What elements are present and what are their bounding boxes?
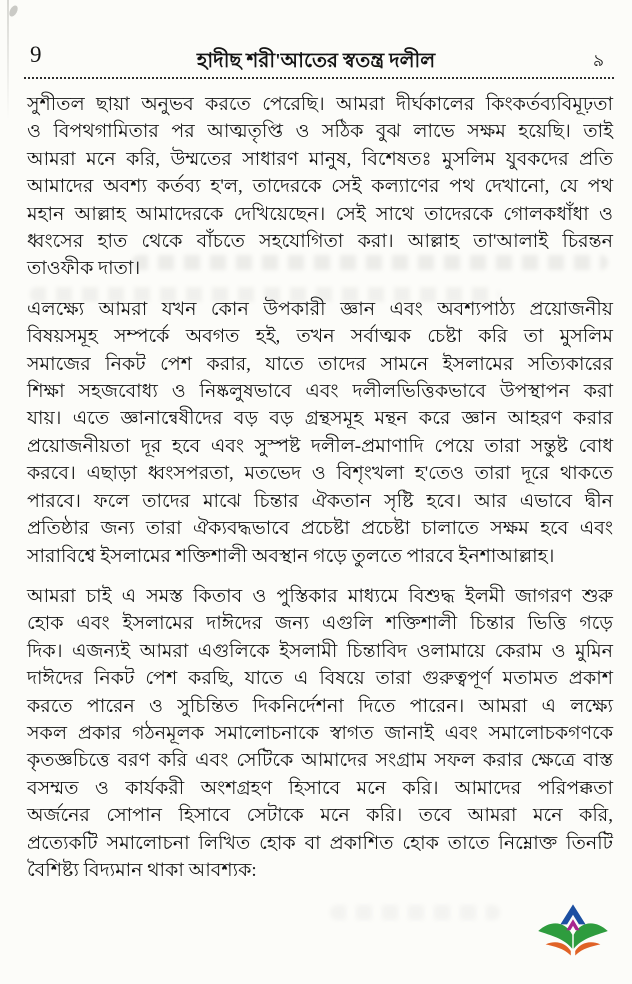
logo-orange-left-page bbox=[546, 942, 571, 955]
text-line: হোক এবং ইসলামের দাঈদের জন্য এগুলি শক্তিশালী চিন্তার ভিত্তি গড়ে bbox=[27, 613, 613, 635]
text-line: যায়। এতে জ্ঞানান্বেষীদের বড় বড় গ্রন্থসমূহ মন্থন করে জ্ঞান আহরণ করার bbox=[27, 408, 613, 430]
text-line: বসম্মত ও কার্যকরী অংশগ্রহণ হিসাবে মনে করি। আমাদের পরিপক্কতা bbox=[27, 777, 613, 799]
page-number-right: ৯ bbox=[592, 51, 604, 70]
paragraph bbox=[27, 583, 613, 884]
text-line: সুশীতল ছায়া অনুভব করতে পেরেছি। আমরা দীর্ঘকালের কিংকর্তব্যবিমূঢ়তা bbox=[27, 94, 613, 115]
publisher-logo bbox=[536, 901, 610, 967]
logo-orange-right-page bbox=[575, 942, 600, 955]
paragraph bbox=[27, 91, 613, 283]
text-line: বিষয়সমূহ সম্পর্কে অবগত হই, তখন সর্বাত্মক চেষ্টা করি তা মুসলিম bbox=[27, 326, 613, 348]
text-line: আমাদের অবশ্য কর্তব্য হ'ল, তাদেরকে সেই কল্যাণের পথ দেখানো, যে পথ bbox=[27, 176, 613, 198]
text-line: সমাজের নিকট পেশ করার, যাতে তাদের সামনে ইসলামের সত্যিকারের bbox=[27, 353, 613, 375]
text-line: এলক্ষ্যে আমরা যখন কোন উপকারী জ্ঞান এবং অবশ্যপাঠ্য প্রয়োজনীয় bbox=[27, 298, 613, 320]
publisher-logo-graphic bbox=[536, 901, 610, 967]
text-line: কৃতজ্ঞচিত্তে বরণ করি এবং সেটিকে আমাদের সংগ্রাম সফল করার ক্ষেত্রে বাস্ত bbox=[27, 750, 613, 772]
text-line: প্রতিষ্ঠার জন্য তারা ঐক্যবদ্ধভাবে প্রচেষ্টা প্রচেষ্টা চালাতে সক্ষম হবে এবং bbox=[27, 518, 613, 540]
text-line: মহান আল্লাহ আমাদেরকে দেখিয়েছেন। সেই সাথে তাদেরকে গোলকধাঁধা ও bbox=[27, 203, 613, 225]
text-line: অর্জনের সোপান হিসাবে সেটাকে মনে করি। তবে আমরা মনে করি, bbox=[27, 805, 613, 827]
header-dotted-rule bbox=[24, 63, 614, 79]
text-line: করবে। এছাড়া ধ্বংসপরতা, মতভেদ ও বিশৃংখলা হ'তেও তারা দূরে থাকতে bbox=[27, 463, 613, 485]
text-line: বৈশিষ্ট্য বিদ্যমান থাকা আবশ্যক: bbox=[27, 859, 257, 881]
text-line: সকল প্রকার গঠনমূলক সমালোচনাকে স্বাগত জানাই এবং সমালোচকগণকে bbox=[27, 722, 613, 744]
text-line: পারবে। ফলে তাদের মাঝে চিন্তার ঐকতান সৃষ্টি হবে। আর এভাবে দ্বীন bbox=[27, 490, 613, 512]
scan-speck bbox=[8, 4, 20, 18]
text-line: প্রত্যেকটি সমালোচনা লিখিত হোক বা প্রকাশিত হোক তাতে নিম্নোক্ত তিনটি bbox=[27, 832, 613, 854]
page-bleed-through bbox=[330, 905, 500, 920]
page-body bbox=[27, 91, 613, 897]
text-line: ও বিপথগামিতার পর আত্মতৃপ্তি ও সঠিক বুঝ লাভে সক্ষম হয়েছি। তাই bbox=[27, 121, 613, 143]
text-line: আমরা মনে করি, উম্মতের সাধারণ মানুষ, বিশেষতঃ মুসলিম যুবকদের প্রতি bbox=[27, 148, 613, 170]
text-line: দিক। এজন্যই আমরা এগুলিকে ইসলামী চিন্তাবিদ ওলামায়ে কেরাম ও মুমিন bbox=[27, 640, 613, 662]
page-number-left: 9 bbox=[30, 42, 43, 67]
text-line: শিক্ষা সহজবোধ্য ও নিষ্কলুষভাবে এবং দলীলভিত্তিকভাবে উপস্থাপন করা bbox=[27, 381, 613, 403]
running-head-title: হাদীছ শরী'আতের স্বতন্ত্র দলীল bbox=[196, 50, 436, 72]
text-line: ধ্বংসের হাত থেকে বাঁচতে সহযোগিতা করা। আল্লাহ তা'আলাই চিরন্তন bbox=[27, 231, 613, 253]
text-line: দাঈদের নিকট পেশ করছি, যাতে এ বিষয়ে তারা গুরুত্বপূর্ণ মতামত প্রকাশ bbox=[27, 668, 613, 690]
paragraph bbox=[27, 296, 613, 570]
text-line: করতে পারেন ও সুচিন্তিত দিকনির্দেশনা দিতে পারেন। আমরা এ লক্ষ্যে bbox=[27, 695, 613, 717]
text-line: আমরা চাই এ সমস্ত কিতাব ও পুস্তিকার মাধ্যমে বিশুদ্ধ ইলমী জাগরণ শুরু bbox=[27, 585, 613, 607]
text-line: সারাবিশ্বে ইসলামের শক্তিশালী অবস্থান গড়ে তুলতে পারবে ইনশাআল্লাহ। bbox=[27, 545, 555, 567]
text-line: তাওফীক দাতা। bbox=[27, 258, 141, 280]
text-line: প্রয়োজনীয়তা দূর হবে এবং সুস্পষ্ট দলীল-প্রমাণাদি পেয়ে তারা সন্তুষ্ট বোধ bbox=[27, 435, 613, 457]
